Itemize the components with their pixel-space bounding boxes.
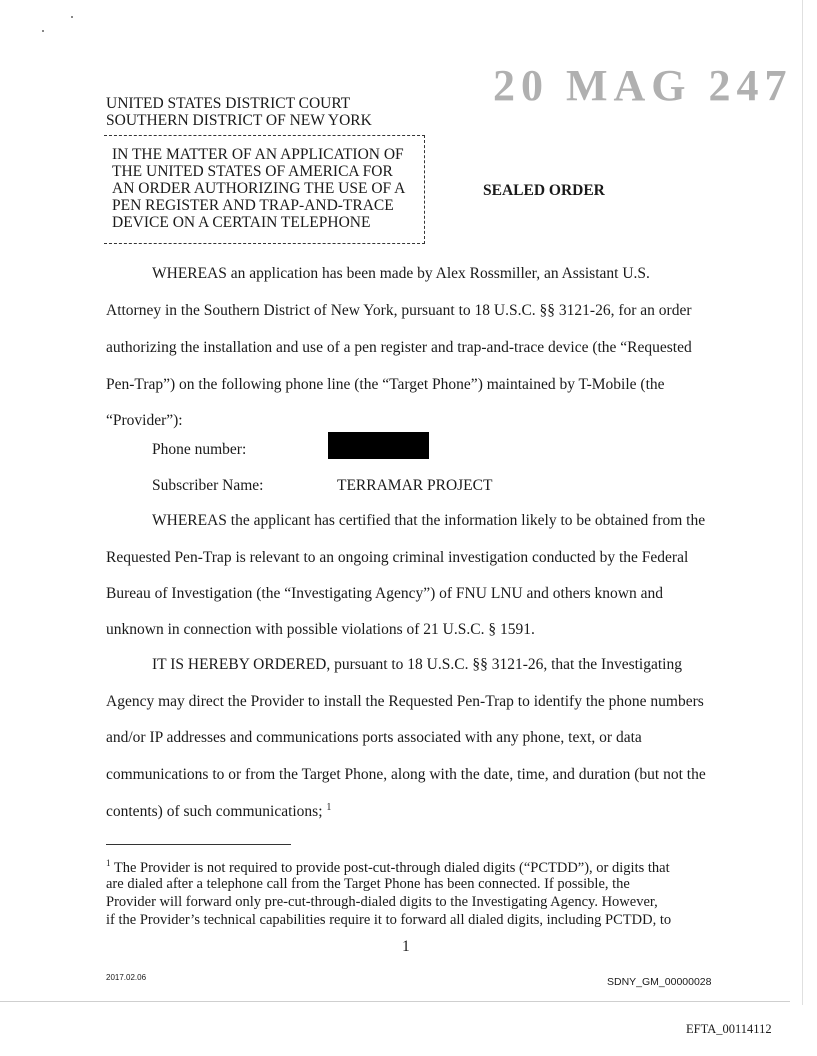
bates-number: SDNY_GM_00000028	[607, 976, 712, 988]
scan-speck	[42, 30, 44, 32]
court-heading	[106, 95, 372, 129]
case-caption	[112, 146, 405, 231]
body-line: “Provider”):	[106, 412, 183, 429]
page-number: 1	[402, 938, 410, 955]
footnote-marker: 1	[106, 858, 111, 868]
body-line: Agency may direct the Provider to install the Requested Pen-Trap to identify the phone numbers	[106, 693, 704, 710]
date-code: 2017.02.06	[106, 973, 147, 982]
redaction-bar	[328, 432, 429, 459]
caption-line: PEN REGISTER AND TRAP-AND-TRACE	[112, 197, 394, 214]
caption-line: IN THE MATTER OF AN APPLICATION OF	[112, 146, 404, 163]
footnote-rule	[106, 844, 291, 845]
footnote-reference: 1	[326, 802, 332, 813]
scan-speck	[71, 16, 73, 18]
court-name: UNITED STATES DISTRICT COURT	[106, 95, 351, 112]
footnote-text: The Provider is not required to provide post-cut-through dialed digits (“PCTDD”), or digits that	[113, 859, 670, 876]
body-line: Bureau of Investigation (the “Investigating Agency”) of FNU LNU and others known and	[106, 585, 664, 602]
body-line: Attorney in the Southern District of New York, pursuant to 18 U.S.C. §§ 3121-26, for an order	[106, 302, 692, 319]
body-line: Requested Pen-Trap is relevant to an ongoing criminal investigation conducted by the Federal	[106, 549, 689, 566]
body-line	[106, 802, 331, 821]
efta-number: EFTA_00114112	[686, 1022, 772, 1036]
body-line: unknown in connection with possible violations of 21 U.S.C. § 1591.	[106, 621, 535, 638]
court-district: SOUTHERN DISTRICT OF NEW YORK	[106, 112, 372, 129]
body-line: IT IS HEREBY ORDERED, pursuant to 18 U.S.C. §§ 3121-26, that the Investigating	[152, 656, 682, 673]
phone-number-label: Phone number:	[152, 441, 247, 458]
page-bottom-edge	[0, 1001, 790, 1002]
caption-line: AN ORDER AUTHORIZING THE USE OF A	[112, 180, 406, 197]
page-right-edge	[802, 0, 803, 1005]
body-line: WHEREAS an application has been made by Alex Rossmiller, an Assistant U.S.	[152, 265, 650, 282]
subscriber-name: TERRAMAR PROJECT	[337, 477, 493, 494]
body-line: Pen-Trap”) on the following phone line (the “Target Phone”) maintained by T-Mobile (the	[106, 376, 665, 393]
caption-line: THE UNITED STATES OF AMERICA FOR	[112, 163, 393, 180]
body-line: WHEREAS the applicant has certified that the information likely to be obtained from the	[152, 512, 706, 529]
subscriber-label: Subscriber Name:	[152, 477, 264, 494]
footnote-line: if the Provider’s technical capabilities require it to forward all dialed digits, including PCTDD, to	[106, 912, 672, 928]
body-line: communications to or from the Target Phone, along with the date, time, and duration (but not the	[106, 766, 706, 783]
document-title: SEALED ORDER	[483, 182, 605, 199]
body-line-text: contents) of such communications;	[106, 803, 323, 821]
body-line: and/or IP addresses and communications ports associated with any phone, text, or data	[106, 729, 642, 746]
docket-stamp: 20 MAG 247	[493, 61, 793, 110]
footnote-line: Provider will forward only pre-cut-through-dialed digits to the Investigating Agency. However,	[106, 894, 658, 910]
body-line: authorizing the installation and use of a pen register and trap-and-trace device (the “Requested	[106, 339, 692, 356]
footnote-line: are dialed after a telephone call from the Target Phone has been connected. If possible, the	[106, 876, 630, 892]
footnote-line	[106, 858, 716, 877]
caption-line: DEVICE ON A CERTAIN TELEPHONE	[112, 214, 371, 231]
